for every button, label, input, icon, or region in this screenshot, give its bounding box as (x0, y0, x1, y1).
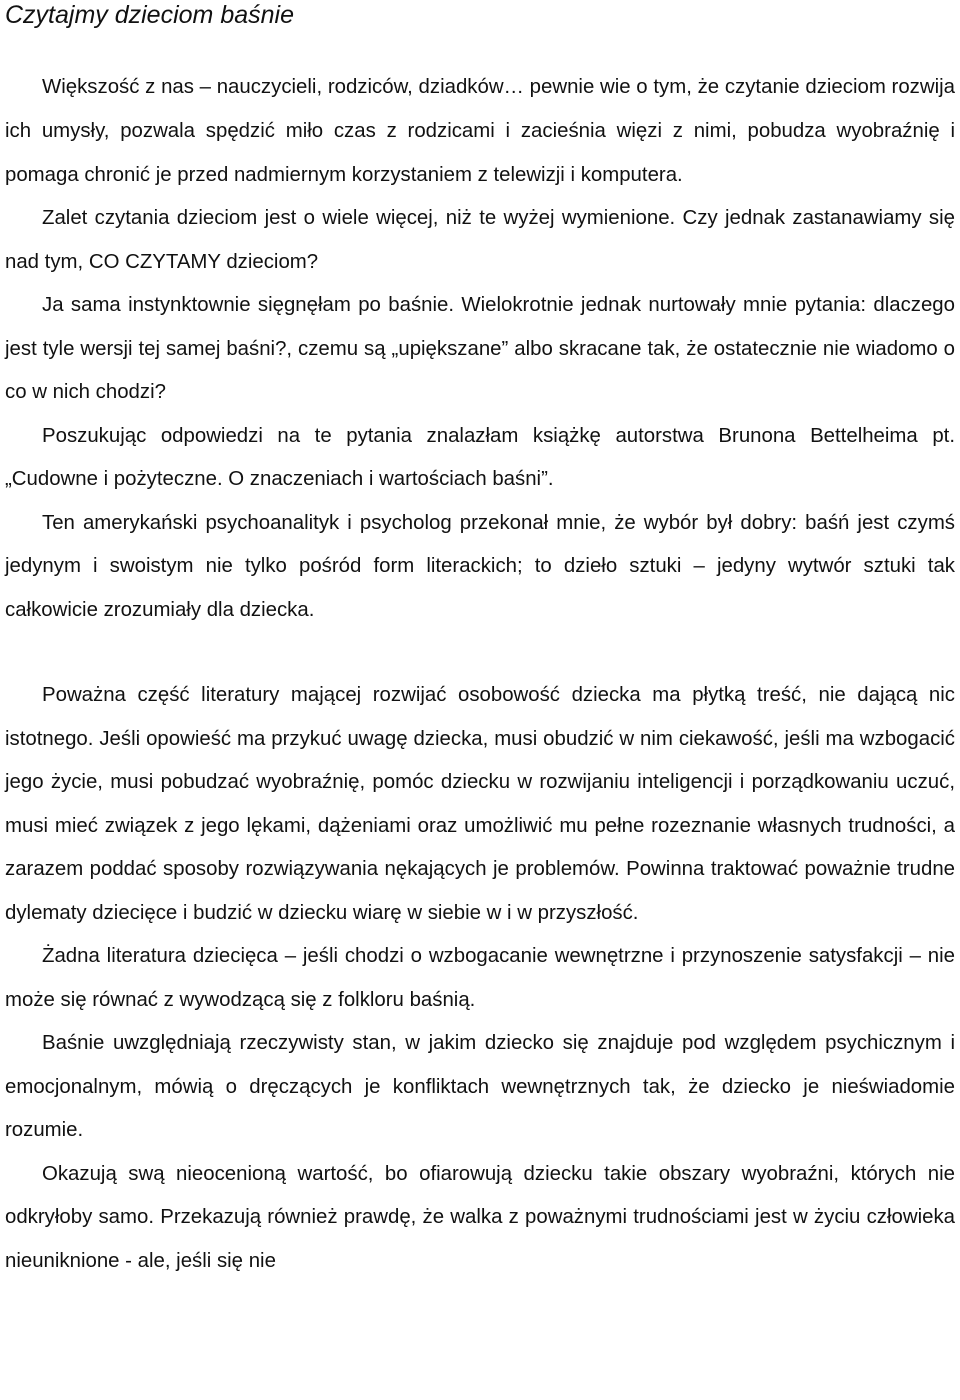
document-title: Czytajmy dzieciom baśnie (5, 1, 294, 29)
paragraph-1: Większość z nas – nauczycieli, rodziców, dziadków… pewnie wie o tym, że czytanie dzieciom rozwija ich umysły, pozwala spędzić miło czas z rodzicami i zacieśnia więzi z nimi, pobudza wyobraźnię i pomaga chronić je przed nadmiernym korzystaniem z telewizji i komputera. (5, 76, 955, 186)
paragraph-3: Ja sama instynktownie sięgnęłam po baśnie. Wielokrotnie jednak nurtowały mnie pytania: dlaczego jest tyle wersji tej samej baśni?, czemu są „upiększane” albo skracane tak, że ostatecznie nie wiadomo o co w nich chodzi? (5, 294, 955, 403)
paragraph-6: Poważna część literatury mającej rozwijać osobowość dziecka ma płytką treść, nie dającą nic istotnego. Jeśli opowieść ma przykuć uwagę dziecka, musi obudzić w nim ciekawość, jeśli ma wzbogacić jego życie, musi pobudzać wyobraźnię, pomóc dziecku w rozwijaniu inteligencji i porządkowaniu uczuć, musi mieć związek z jego lękami, dążeniami oraz umożliwić mu pełne rozeznanie własnych trudności, a zarazem poddać sposoby rozwiązywania nękających je problemów. Powinna traktować poważnie trudne dylematy dziecięce i budzić w dziecku wiarę w siebie w i w przyszłość. (5, 684, 955, 924)
document-page (5, 0, 955, 1283)
paragraph-9: Okazują swą nieocenioną wartość, bo ofiarowują dziecku takie obszary wyobraźni, których nie odkryłoby samo. Przekazują również prawdę, że walka z poważnymi trudnościami jest w życiu człowieka nieuniknione - ale, jeśli się nie (5, 1162, 955, 1272)
paragraph-8: Baśnie uwzględniają rzeczywisty stan, w jakim dziecko się znajduje pod względem psychicznym i emocjonalnym, mówią o dręczących je konfliktach wewnętrznych tak, że dziecko je nieświadomie rozumie. (5, 1032, 955, 1141)
paragraph-2: Zalet czytania dzieciom jest o wiele więcej, niż te wyżej wymienione. Czy jednak zastanawiamy się nad tym, CO CZYTAMY dzieciom? (5, 207, 955, 273)
paragraph-4: Poszukując odpowiedzi na te pytania znalazłam książkę autorstwa Brunona Bettelheima pt. „Cudowne i pożyteczne. O znaczeniach i wartościach baśni”. (5, 424, 955, 490)
paragraph-7: Żadna literatura dziecięca – jeśli chodzi o wzbogacanie wewnętrzne i przynoszenie satysfakcji – nie może się równać z wywodzącą się z folkloru baśnią. (5, 945, 955, 1011)
paragraph-5: Ten amerykański psychoanalityk i psycholog przekonał mnie, że wybór był dobry: baśń jest czymś jedynym i swoistym nie tylko pośród form literackich; to dzieło sztuki – jedyny wytwór sztuki tak całkowicie zrozumiały dla dziecka. (5, 511, 955, 621)
